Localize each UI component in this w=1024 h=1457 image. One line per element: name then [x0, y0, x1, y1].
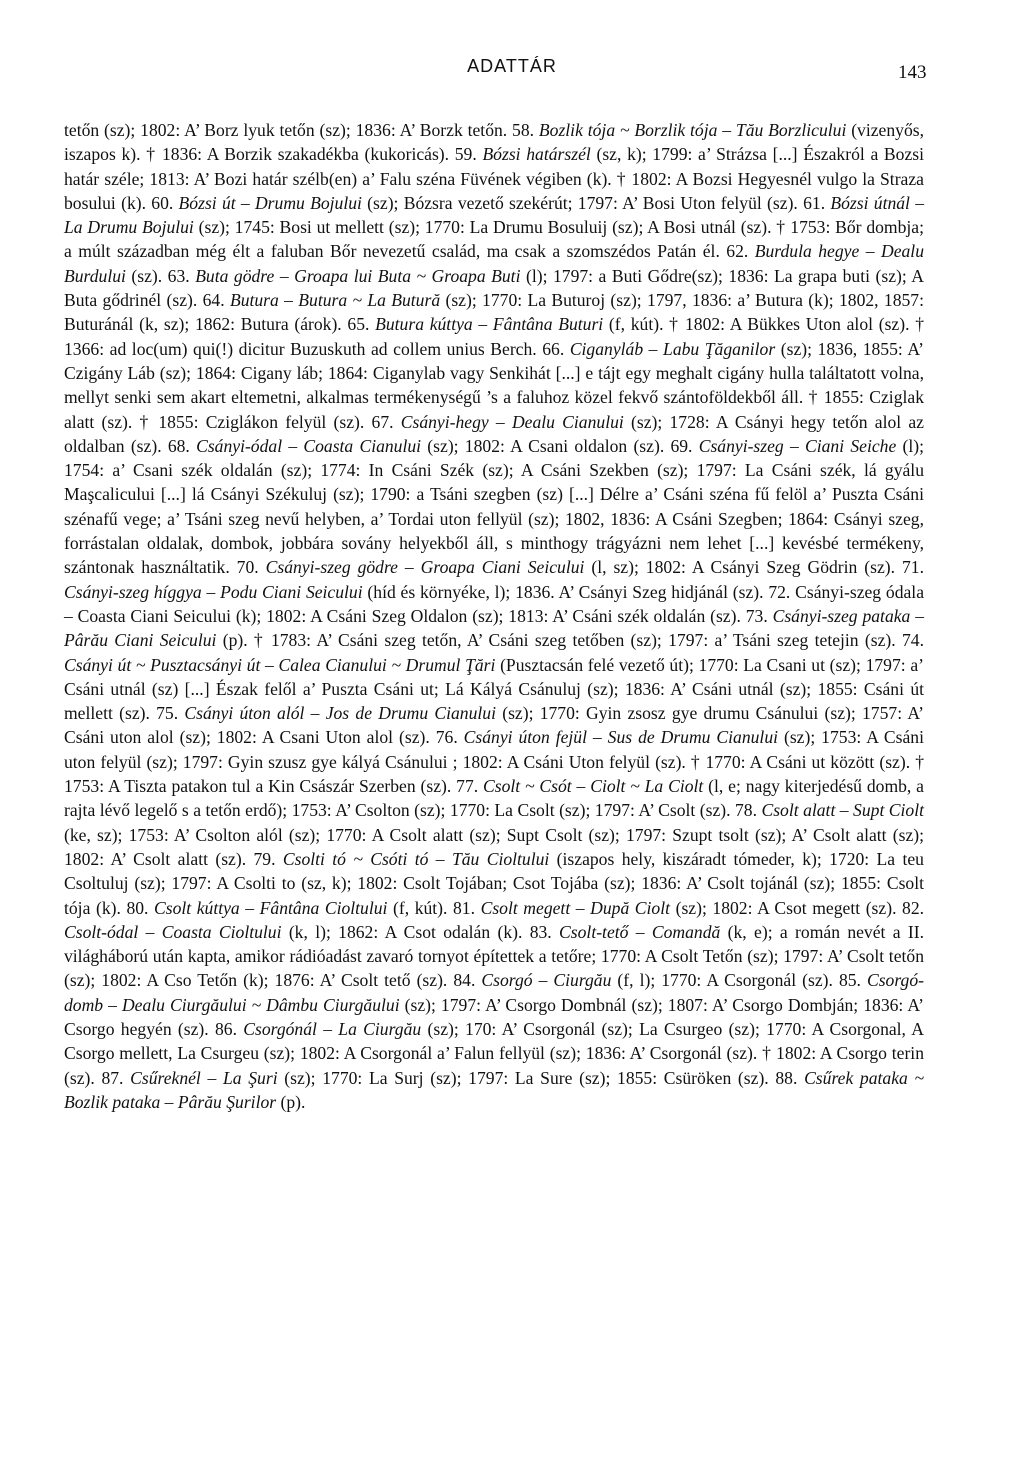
entry-text: (sz); 1797: A’ Csorgo Dombnál (sz); 1807: A’ Csorgo Dombján; 1836: A’ Csorgo hegyén (sz). 86.: [64, 994, 924, 1039]
place-name: Csányi-szeg pataka – Pârău Ciani Seicului: [64, 605, 924, 651]
entry-text: (l); 1797: a Buti Gődre(sz); 1836: La grapa buti (sz); A Buta gődrinél (sz). 64.: [64, 265, 924, 311]
entry-text: (sz, k); 1799: a’ Strázsa [...] Északról a Bozsi határ széle; 1813: A’ Bozi határ szélb(en) a’ Falu széna Füvének végiben (k). † 1802: A Bozsi Hegyesnél vulgo la Straza bosului (k). 60.: [64, 144, 925, 213]
entry-text: (l, e; nagy kiterjedésű domb, a rajta lévő legelő s a tetőn erdő); 1753: A’ Csolton (sz); 1770: La Csolt (sz); 1797: A’ Csolt (sz). 78.: [64, 776, 924, 821]
place-name: Bozlik tója ~ Borzlik tója – Tău Borzlicului: [538, 120, 847, 140]
entry-text: (sz); 1802: A Csani oldalon (sz). 69.: [421, 435, 699, 456]
entry-text: (l); 1754: a’ Csani szék oldalán (sz); 1774: In Csáni Szék (sz); A Csáni Szekben (sz); 1797: La Csáni szék, lá gyálu Maşcalicului [...] lá Csányi Székuluj (sz); 1790: a Tsáni szegben (sz) [...] Délre a’ Csáni széna fű felöl a’ Puszta Csáni szénafű vege; a’ Tsáni szeg nevű helyben, a’ Tordai uton fellyül (sz); 1802, 1836: A Csáni Szegben; 1864: Csányi szeg, forrástalan oldalak, dombok, jobbára sovány helyekből áll, s minthogy trágyázni nem lehet [...] kevésbé termékeny, szántonak használtatik. 70.: [64, 435, 924, 578]
place-name: Bózsi határszél: [482, 144, 591, 165]
entry-text: (l, sz); 1802: A Csányi Szeg Gödrin (sz). 71.: [584, 557, 924, 578]
place-name: Csányi-ódal – Coasta Cianului: [196, 435, 422, 456]
entry-text: (sz); 1770: La Buturoj (sz); 1797, 1836: a’ Butura (k); 1802, 1857: Buturánál (k, sz); 1862: Butura (árok). 65.: [64, 290, 924, 335]
place-name: Csányi úton alól – Jos de Drumu Cianului: [184, 703, 496, 724]
place-name: Csányi-hegy – Dealu Cianului: [400, 411, 624, 432]
place-name: Csányi-szeg híggya – Podu Ciani Seicului: [64, 581, 363, 602]
place-name: Csűrek pataka ~ Bozlik pataka – Pârău Şurilor: [64, 1067, 925, 1112]
place-name: Butura kúttya – Fântâna Buturi: [375, 314, 604, 335]
entry-text: (sz); 1745: Bosi ut mellett (sz); 1770: La Drumu Bosuluij (sz); A Bosi utnál (sz). † 1753: Bőr dombja; a múlt században még élt a faluban Bőr nevezetű család, ma csak a szomszédos Patán él. 62.: [64, 217, 924, 262]
place-name: Csorgónál – La Ciurgău: [243, 1018, 422, 1039]
place-name: Csorgó-domb – Dealu Ciurgăului ~ Dâmbu Ciurgăului: [64, 970, 924, 1015]
place-name: Csányi-szeg gödre – Groapa Ciani Seicului: [265, 557, 585, 578]
place-name: Csolt megett – După Ciolt: [480, 897, 671, 918]
entry-text: (sz); 170: A’ Csorgonál (sz); La Csurgeo (sz); 1770: A Csorgonal, A Csorgo mellett, La Csurgeu (sz); 1802: A Csorgonál a’ Falun fellyül (sz); 1836: A’ Csorgonál (sz). † 1802: A Csorgo terin (sz). 87.: [64, 1018, 924, 1088]
entry-text: (p).: [276, 1091, 306, 1112]
place-name: Csolti tó ~ Csóti tó – Tău Cioltului: [282, 848, 550, 869]
entry-text: (sz); 1802: A Csot megett (sz). 82.: [670, 897, 925, 918]
entry-text: (vizenyős, iszapos k). † 1836: A Borzik szakadékba (kukoricás). 59.: [64, 120, 924, 165]
entry-text: (k, e); a román nevét a II. világháború után kapta, amikor rádióadást zavaró tornyot építettek a tetőre; 1770: A Csolt Tetőn (sz); 1797: A’ Csolt tetőn (sz); 1802: A Cso Tetőn (k); 1876: A’ Csolt tető (sz). 84.: [64, 921, 925, 991]
entry-text: (híd és környéke, l); 1836. A’ Csányi Szeg hidjánál (sz). 72. Csányi-szeg ódala – Coasta Ciani Seicului (k); 1802: A Csáni Szeg Oldalon (sz); 1813: A’ Csáni szék oldalán (sz). 73.: [64, 581, 924, 626]
entry-text: (f, kút). 81.: [387, 897, 481, 918]
entry-text: (sz); 1728: A Csányi hegy tetőn alol az oldalban (sz). 68.: [64, 411, 924, 456]
place-name: Burdula hegye – Dealu Burdului: [64, 241, 924, 286]
page-number: 143: [898, 62, 927, 83]
place-name: Butura – Butura ~ La Butură: [229, 290, 441, 311]
place-name: Ciganyláb – Labu Ţăganilor: [569, 338, 776, 359]
place-name: Buta gödre – Groapa lui Buta ~ Groapa Buti: [195, 265, 521, 286]
entry-text: (iszapos hely, kiszáradt tómeder, k); 1720: La teu Csoltuluj (sz); 1797: A Csolti to (sz, k); 1802: Csolt Tojában; Csot Tojába (sz); 1836: A’ Csolt tojánál (sz); 1855: Csolt tója (k). 80.: [64, 848, 924, 918]
place-name: Csányi út ~ Pusztacsányi út – Calea Cianului ~ Drumul Ţări: [64, 654, 496, 675]
place-name: Csolt kúttya – Fântâna Cioltului: [154, 897, 388, 918]
place-name: Csolt-tető – Comandă: [559, 921, 721, 942]
place-name: Csolt alatt – Supt Ciolt: [761, 800, 924, 821]
entry-text: tetőn (sz); 1802: A’ Borz lyuk tetőn (sz); 1836: A’ Borzk tetőn. 58.: [64, 120, 539, 140]
body-paragraph: [64, 118, 924, 1114]
entry-text: (sz). 63.: [125, 265, 196, 286]
place-name: Csolt ~ Csót – Ciolt ~ La Ciolt: [483, 776, 704, 797]
entry-text: (sz); 1770: La Surj (sz); 1797: La Sure (sz); 1855: Csüröken (sz). 88.: [277, 1067, 805, 1088]
place-name: Csolt-ódal – Coasta Cioltului: [64, 921, 282, 942]
running-title: ADATTÁR: [467, 56, 557, 76]
entry-text: (sz); Bózsra vezető szekérút; 1797: A’ Bosi Uton felyül (sz). 61.: [361, 192, 831, 213]
entry-text: (Pusztacsán felé vezető út); 1770: La Csani ut (sz); 1797: a’ Csáni utnál (sz) [...] Észak felől a’ Puszta Csáni ut; Lá Kályá Csánuluj (sz); 1836: A’ Csáni utnál (sz); 1855: Csáni út mellett (sz). 75.: [64, 654, 924, 724]
place-name: Csűreknél – La Şuri: [130, 1067, 278, 1088]
entry-text: (f, l); 1770: A Csorgonál (sz). 85.: [611, 970, 867, 991]
entry-text: (f, kút). † 1802: A Bükkes Uton alol (sz). † 1366: ad loc(um) qui(!) dicitur Buzuskuth ad collem unius Berch. 66.: [64, 314, 924, 359]
place-name: Bózsi út – Drumu Bojului: [178, 192, 362, 213]
place-name: Csányi-szeg – Ciani Seiche: [698, 435, 897, 456]
entry-text: (sz); 1753: A Csáni uton felyül (sz); 1797: Gyin szusz gye kályá Csánului ; 1802: A Csáni Uton felyül (sz). † 1770: A Csáni ut között (sz). † 1753: A Tiszta patakon tul a Kin Császár Szerben (sz). 77.: [64, 727, 924, 797]
entry-text: (p). † 1783: A’ Csáni szeg tetőn, A’ Csáni szeg tetőben (sz); 1797: a’ Tsáni szeg tetejin (sz). 74.: [216, 630, 924, 651]
entry-text: (sz); 1836, 1855: A’ Czigány Láb (sz); 1864: Cigany láb; 1864: Ciganylab vagy Senkihát [...] e tájt egy meghalt cigány hulla találtatott volna, mellyt senki sem akart eltemetni, alkalmas termékenységű ’s a faluhoz közel fekvő szántoföldekből áll. † 1855: Cziglak alatt (sz). † 1855: Cziglákon felyül (sz). 67.: [64, 338, 924, 432]
place-name: Bózsi útnál – La Drumu Bojului: [64, 192, 925, 238]
entry-text: (k, l); 1862: A Csot odalán (k). 83.: [281, 921, 560, 942]
entry-text: (ke, sz); 1753: A’ Csolton alól (sz); 1770: A Csolt alatt (sz); Supt Csolt (sz); 1797: Szupt tsolt (sz); A’ Csolt alatt (sz); 1802: A’ Csolt alatt (sz). 79.: [64, 824, 924, 869]
entry-text: (sz); 1770: Gyin zsosz gye drumu Csánului (sz); 1757: A’ Csáni uton alol (sz); 1802: A Csani Uton alol (sz). 76.: [64, 703, 924, 748]
gazetteer-body: [64, 118, 924, 1114]
place-name: Csorgó – Ciurgău: [481, 970, 612, 991]
place-name: Csányi úton fejül – Sus de Drumu Cianului: [463, 727, 779, 748]
